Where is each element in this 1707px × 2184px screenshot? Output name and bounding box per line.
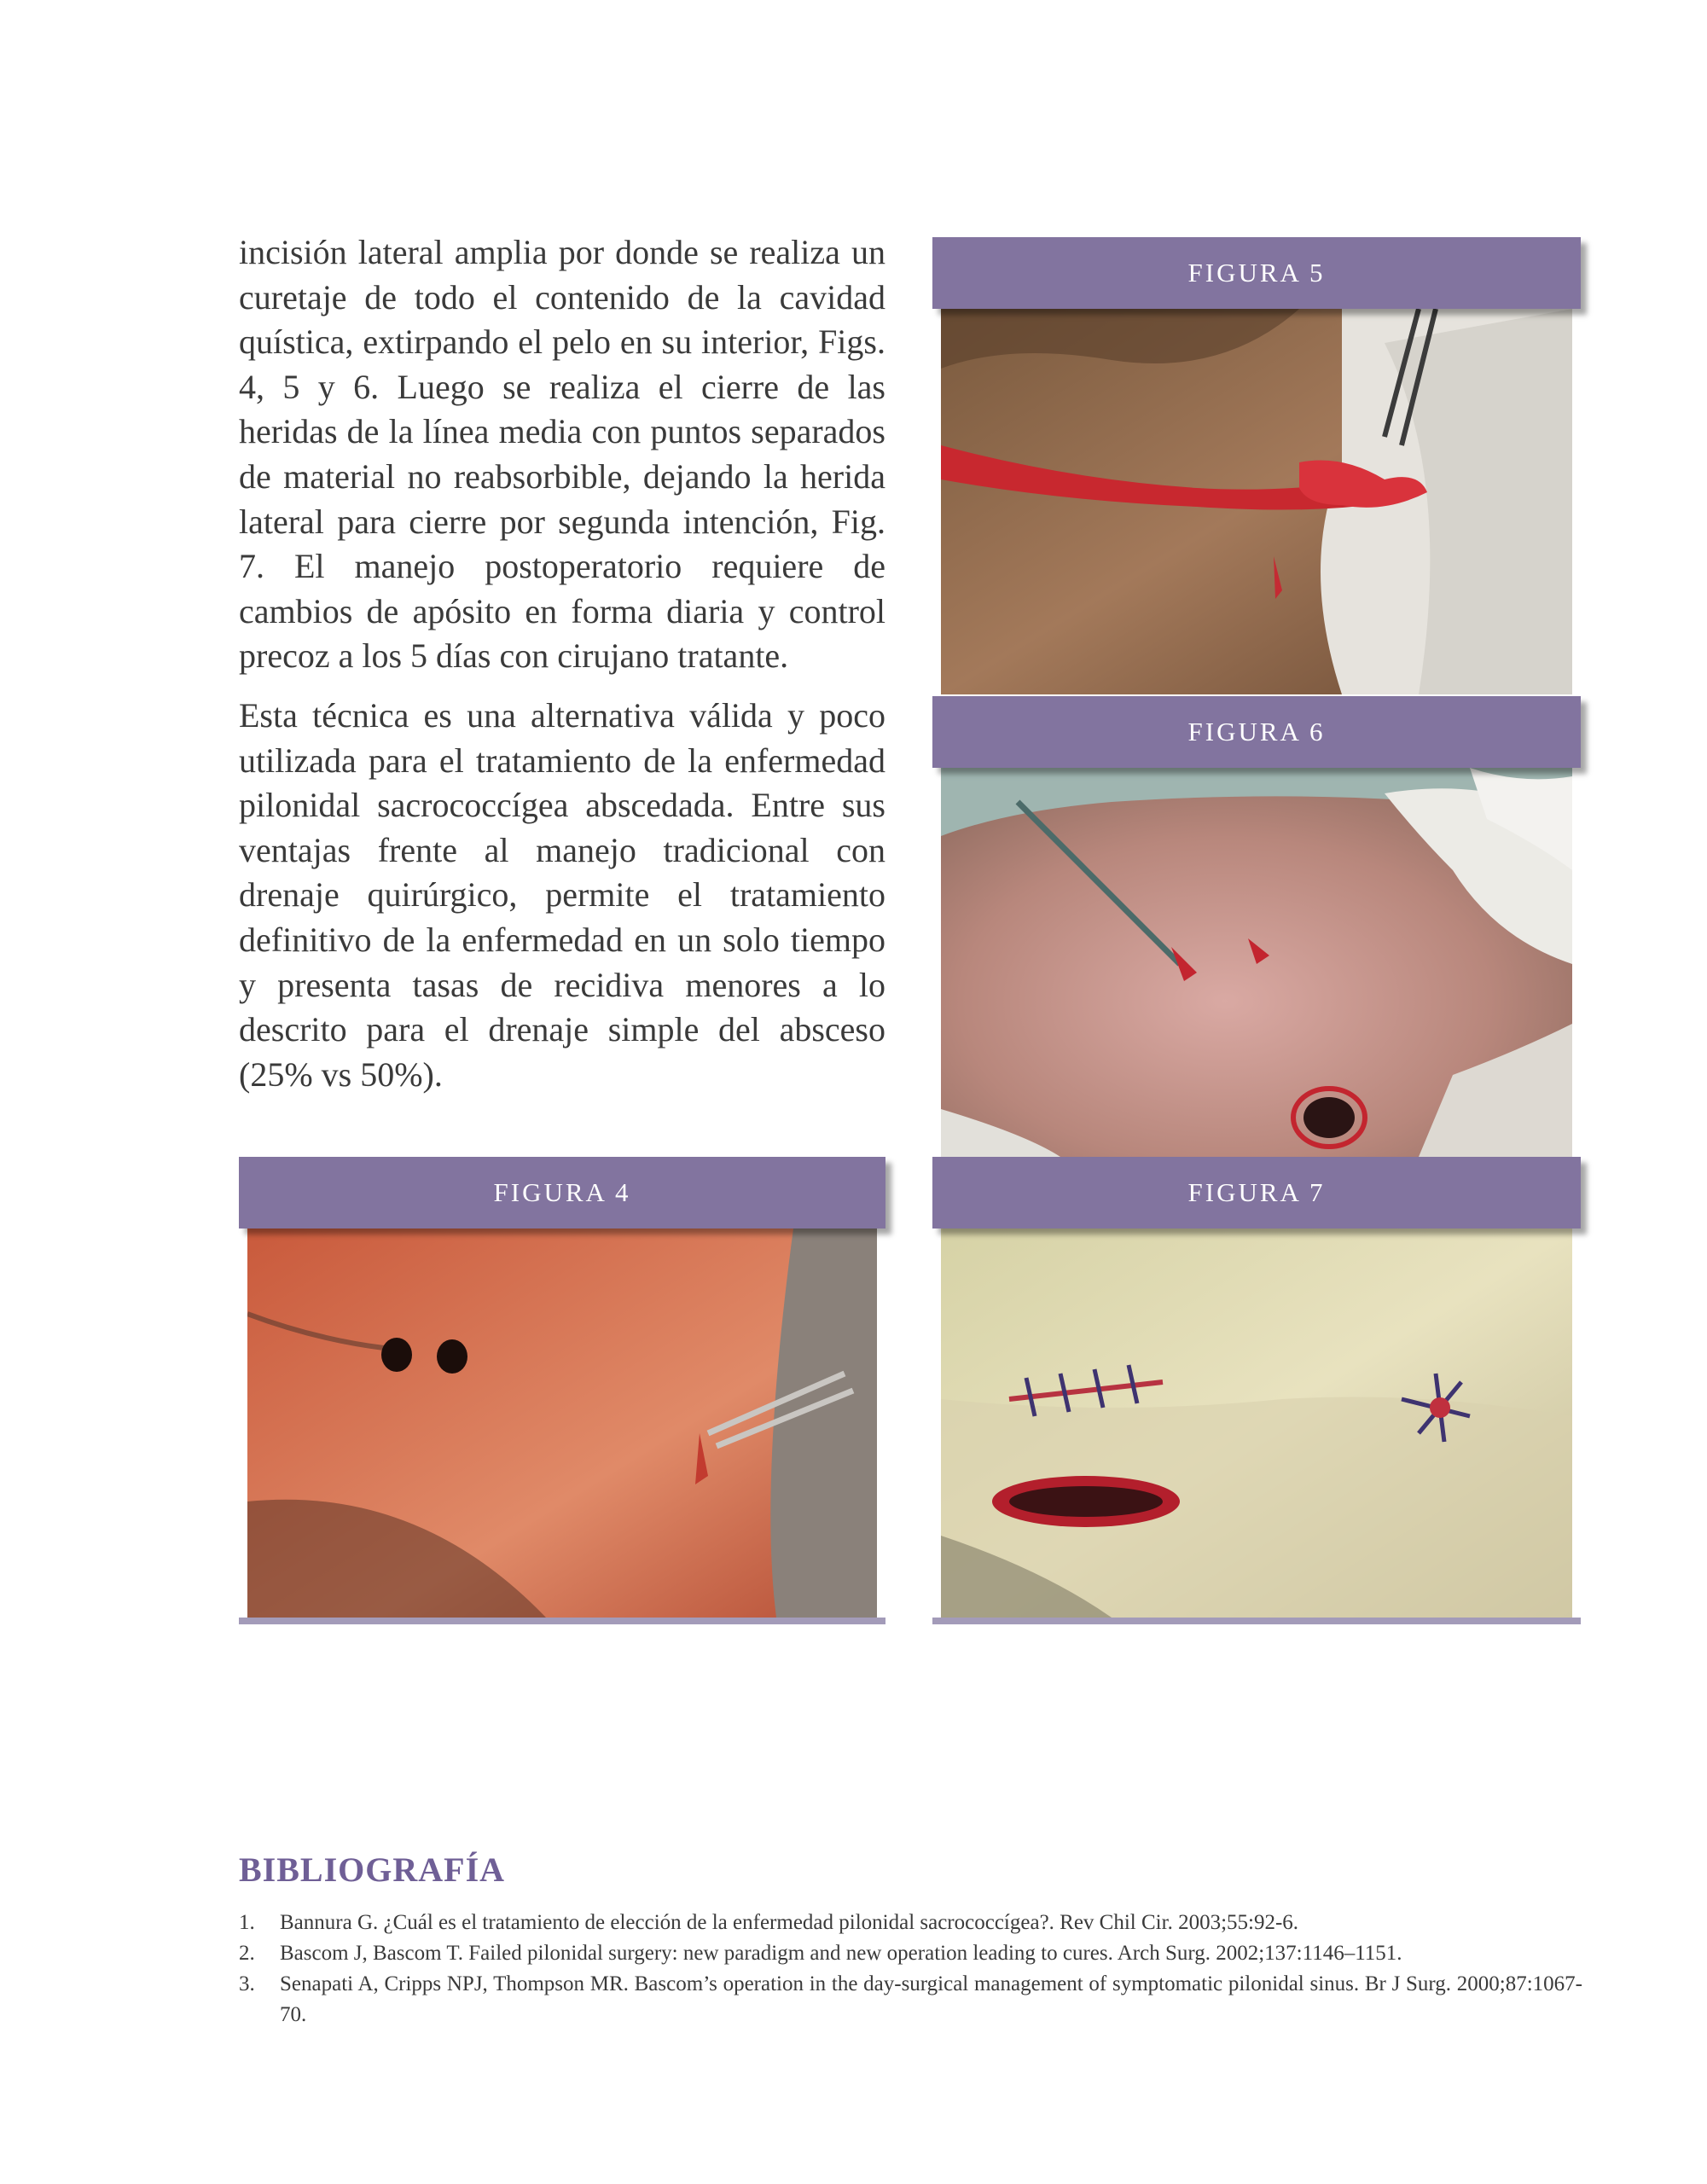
figure-4-label: FIGURA 4: [239, 1157, 885, 1228]
figure-6-photo: [941, 768, 1572, 1157]
figure-5: [932, 237, 1581, 694]
reference-text: Bascom J, Bascom T. Failed pilonidal surgery: new paradigm and new operation leading to cures. Arch Surg. 2002;137:1146–1151.: [280, 1942, 1402, 1965]
reference-item: [239, 1969, 1582, 2030]
reference-number: 3.: [239, 1972, 255, 1995]
figure-5-photo: [941, 309, 1572, 694]
body-paragraph-1: incisión lateral amplia por donde se realiza un curetaje de todo el contenido de la cavidad quística, extirpando el pelo en su interior, Figs. 4, 5 y 6. Luego se realiza el cierre de las heridas de la línea media con puntos separados de material no reabsorbible, dejando la herida lateral para cierre por segunda intención, Fig. 7. El manejo postoperatorio requiere de cambios de apósito en forma diaria y control precoz a los 5 días con cirujano tratante.: [239, 233, 885, 676]
body-paragraph-2: Esta técnica es una alternativa válida y poco utilizada para el tratamiento de la enfermedad pilonidal sacrococcígea abscedada. Entre sus ventajas frente al manejo tradicional con drenaje quirúrgico, permite el tratamiento definitivo de la enfermedad en un solo tiempo y presenta tasas de recidiva menores a lo descrito para el drenaje simple del absceso (25% vs 50%).: [239, 695, 885, 1094]
figure-5-label: FIGURA 5: [932, 237, 1581, 309]
figure-7-label: FIGURA 7: [932, 1157, 1581, 1228]
figure-7-bottom-border: [932, 1618, 1581, 1624]
figure-6-label: FIGURA 6: [932, 696, 1581, 768]
figure-4-bottom-border: [239, 1618, 885, 1624]
reference-item: [239, 1938, 1582, 1969]
body-text-column: [239, 230, 885, 1112]
reference-list: [239, 1908, 1582, 2030]
reference-item: [239, 1908, 1582, 1938]
figure-4-photo: [247, 1228, 877, 1618]
reference-text: Bannura G. ¿Cuál es el tratamiento de elección de la enfermedad pilonidal sacrococcígea?. Rev Chil Cir. 2003;55:92-6.: [280, 1911, 1299, 1934]
reference-number: 1.: [239, 1911, 255, 1934]
figure-4: [239, 1157, 885, 1624]
figure-6: [932, 696, 1581, 1157]
figure-7: [932, 1157, 1581, 1624]
figure-7-photo: [941, 1228, 1572, 1618]
reference-text: Senapati A, Cripps NPJ, Thompson MR. Bascom’s operation in the day-surgical management of symptomatic pilonidal sinus. Br J Surg. 2000;87:1067-70.: [280, 1972, 1582, 2026]
bibliography-title: BIBLIOGRAFÍA: [239, 1850, 506, 1889]
reference-number: 2.: [239, 1942, 255, 1965]
